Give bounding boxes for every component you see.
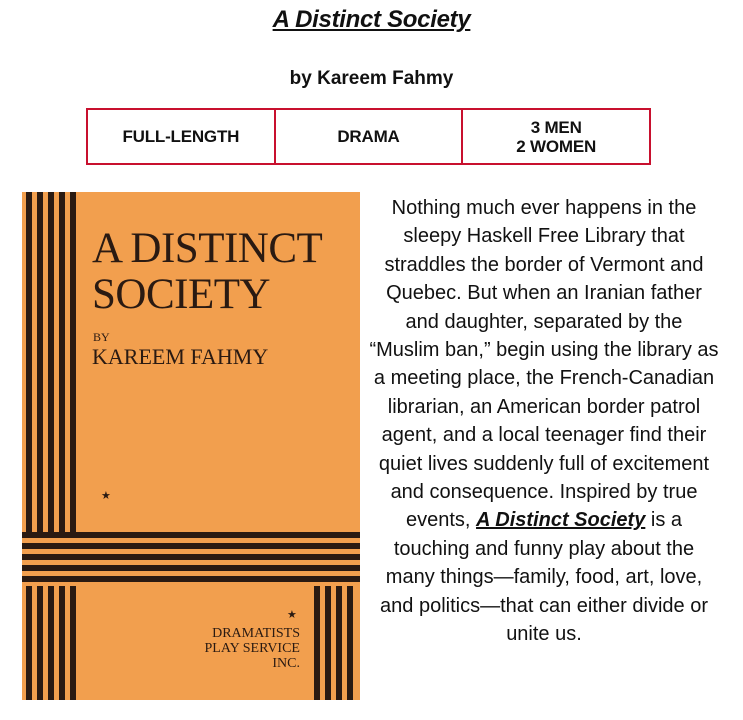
cover-stripe	[37, 192, 43, 534]
cover-stripe	[22, 565, 360, 571]
cast-women-label: 2 WOMEN	[516, 136, 597, 156]
play-description	[368, 194, 720, 649]
length-cell	[88, 110, 274, 163]
cover-stripe	[22, 576, 360, 582]
cover-stripe	[59, 192, 65, 534]
cover-stripe	[26, 586, 32, 700]
cover-stripe	[314, 586, 320, 700]
length-label: FULL-LENGTH	[122, 127, 240, 146]
publisher-line: INC.	[272, 656, 300, 671]
cover-by-label: BY	[93, 330, 110, 344]
genre-cell	[274, 110, 462, 163]
cover-title-line: SOCIETY	[92, 271, 271, 318]
cover-stripe	[22, 532, 360, 538]
cover-stripe	[48, 192, 54, 534]
author-byline: by Kareem Fahmy	[289, 68, 454, 89]
star-icon: ★	[101, 490, 111, 502]
cover-stripe	[336, 586, 342, 700]
cover-stripe	[48, 586, 54, 700]
cast-men-label: 3 MEN	[530, 117, 582, 137]
publisher-line: PLAY SERVICE	[204, 641, 300, 656]
cover-stripe	[37, 586, 43, 700]
cast-cell	[461, 110, 649, 163]
star-icon: ★	[287, 609, 297, 621]
page-title[interactable]: A Distinct Society	[272, 6, 471, 33]
cover-title-line: A DISTINCT	[92, 225, 323, 272]
book-cover-image[interactable]	[22, 192, 360, 700]
cover-stripe	[26, 192, 32, 534]
cover-title	[92, 226, 352, 318]
cover-stripe	[70, 192, 76, 534]
description-text: Nothing much ever happens in the sleepy Haskell Free Library that straddles the border of Vermont and Quebec. But when an Iranian father and daughter, separated by the “Muslim ban,” begin using the library as a meeting place, the French-Canadian librarian, an American border patrol agent, and a local teenager find their quiet lives suddenly full of excitement and consequence. Inspired by true events,	[369, 197, 719, 532]
cover-stripe	[325, 586, 331, 700]
cover-author: KAREEM FAHMY	[92, 344, 269, 369]
description-text: is a touching and funny play about the many things—family, food, art, love, and politics—that can either divide or unite us.	[380, 509, 708, 646]
cover-stripe	[347, 586, 353, 700]
genre-label: DRAMA	[337, 127, 400, 146]
publisher-logo	[192, 626, 300, 671]
cover-stripe	[70, 586, 76, 700]
cover-stripe	[22, 554, 360, 560]
play-title-link[interactable]: A Distinct Society	[476, 509, 646, 532]
publisher-line: DRAMATISTS	[212, 626, 300, 641]
cover-stripe	[22, 543, 360, 549]
cover-stripe	[59, 586, 65, 700]
play-info-bar	[86, 108, 651, 165]
